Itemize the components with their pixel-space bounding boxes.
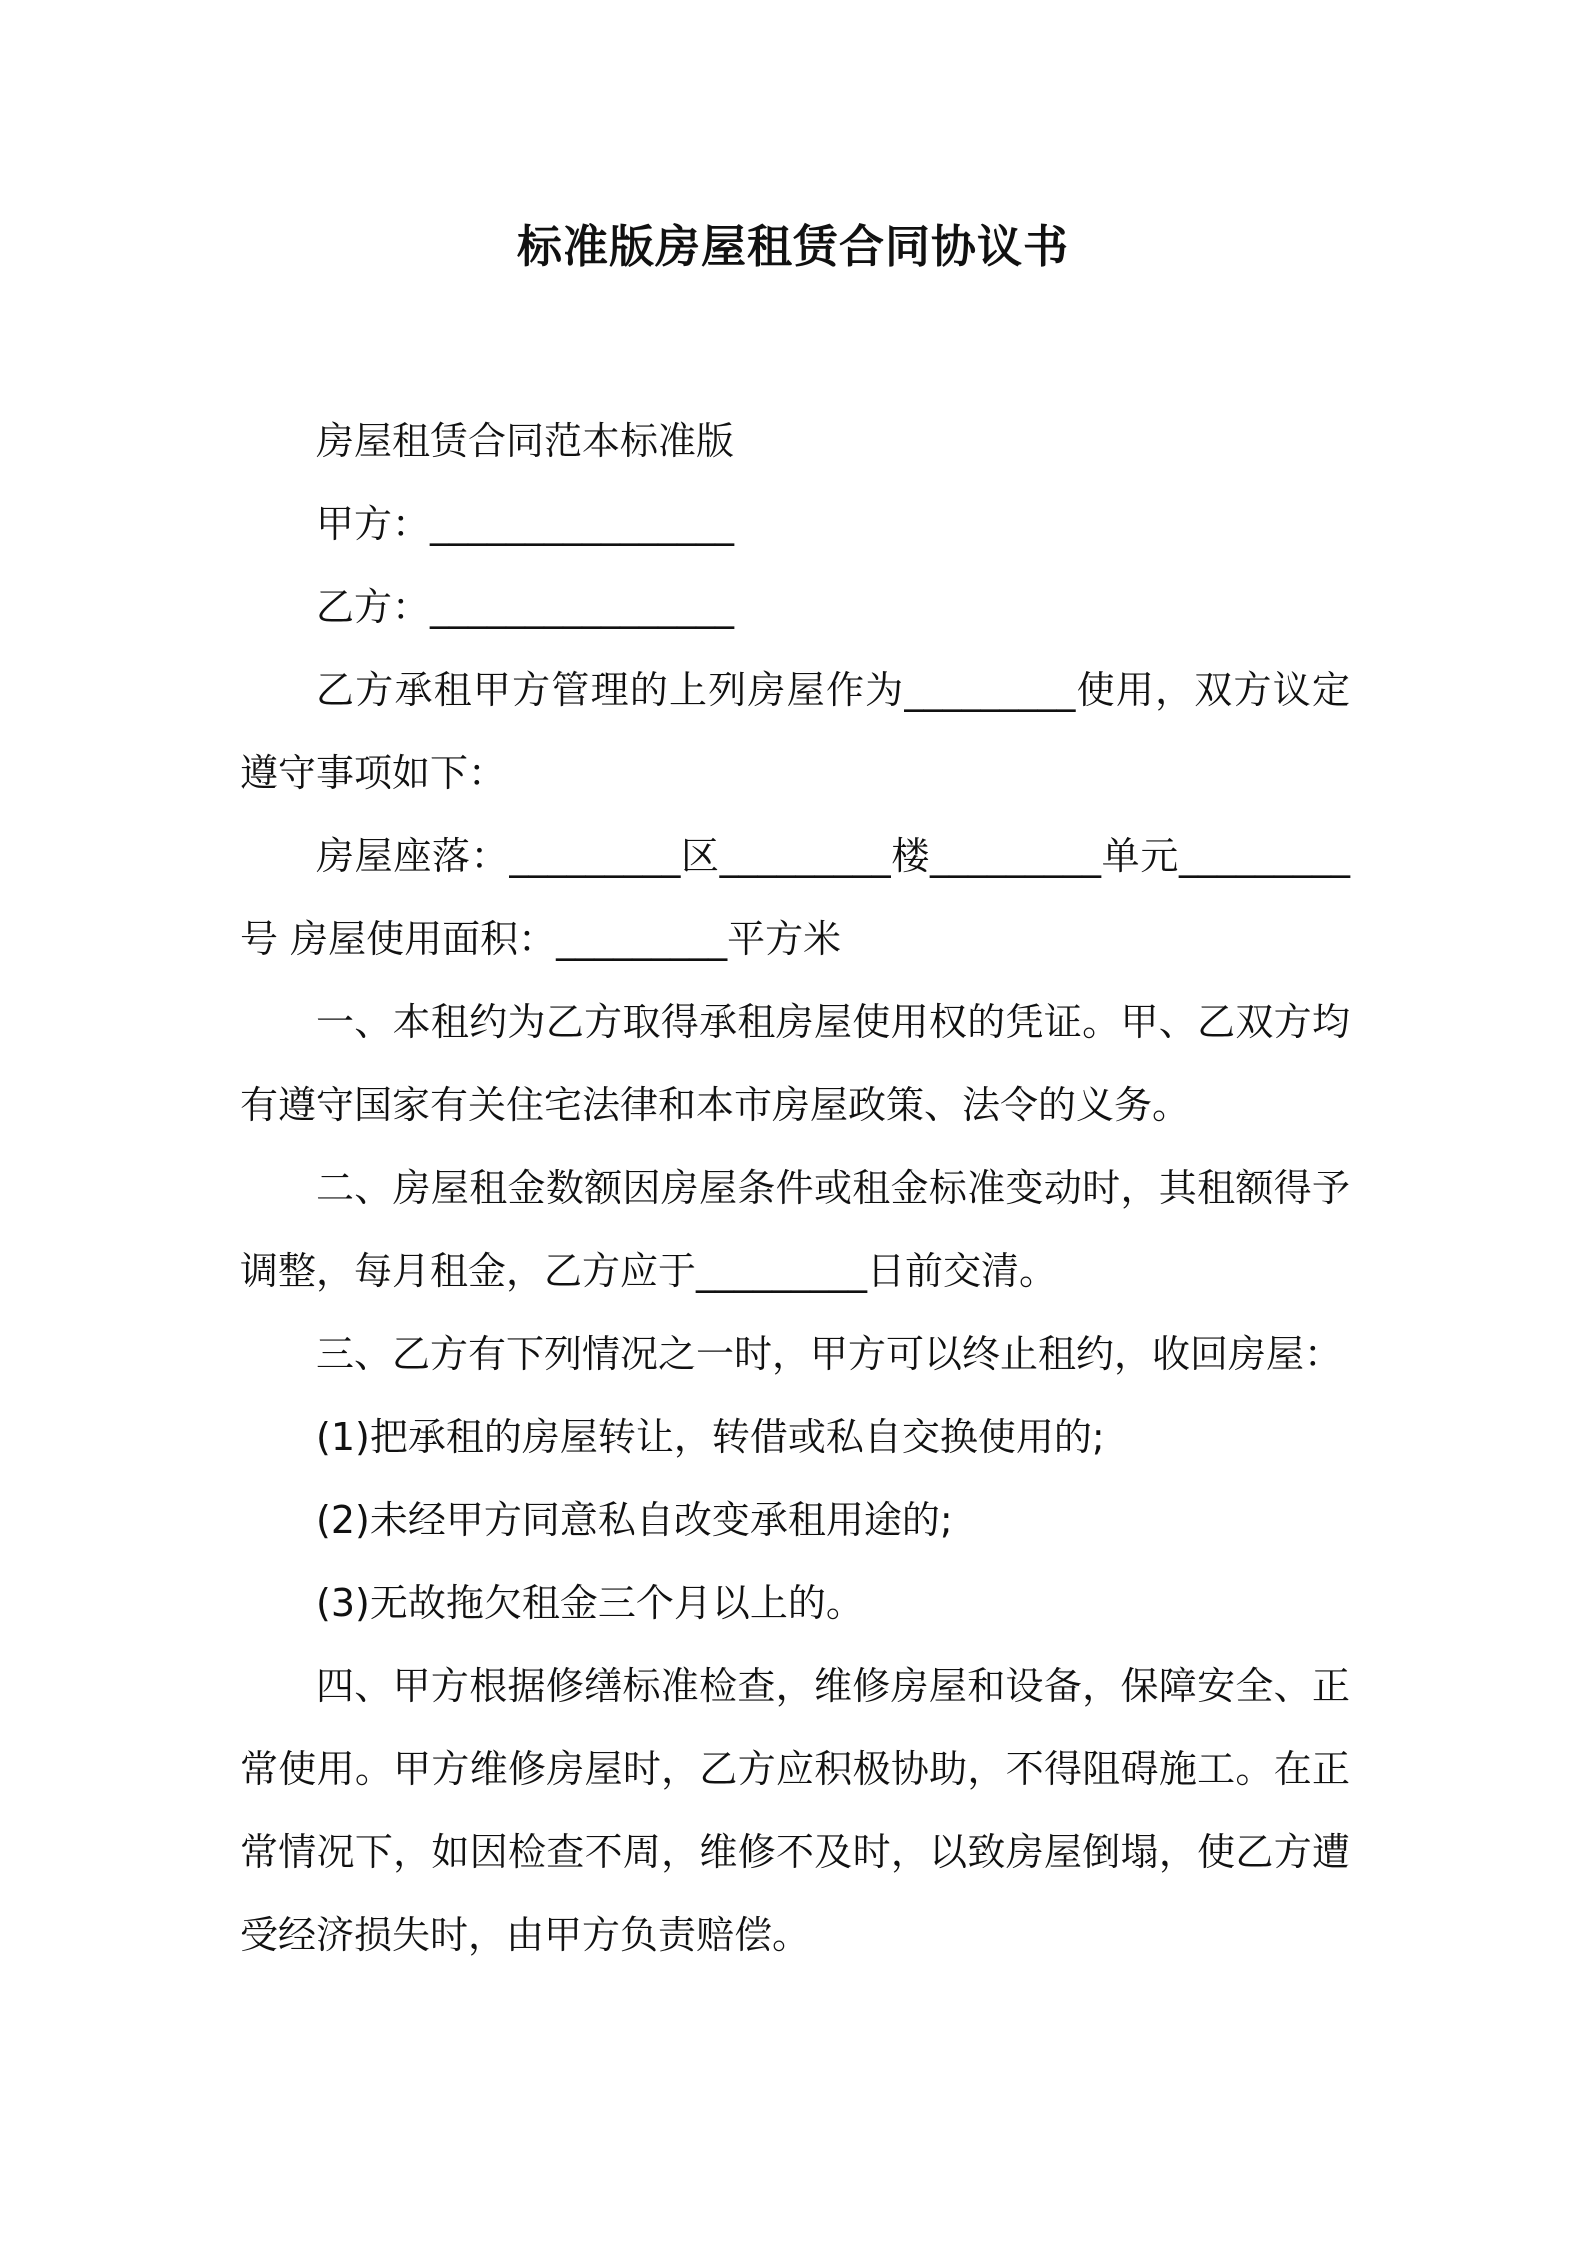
paragraph-clause-3-item-2: (2)未经甲方同意私自改变承租用途的;	[316, 1498, 953, 1542]
document-title: 标准版房屋租赁合同协议书	[516, 220, 1069, 273]
paragraph-clause-4: 四、甲方根据修缮标准检查，维修房屋和设备，保障安全、正常使用。甲方维修房屋时，乙方应积极协助，不得阻碍施工。在正常情况下，如因检查不周，维修不及时，以致房屋倒塌，使乙方遭受经济损失时，由甲方负责赔偿。	[240, 1664, 1350, 1957]
paragraph-clause-3-item-3: (3)无故拖欠租金三个月以上的。	[316, 1581, 864, 1625]
paragraph-location: 房屋座落：_________区_________楼_________单元_________号 房屋使用面积：_________平方米	[240, 834, 1350, 961]
document-body	[240, 400, 1350, 1977]
paragraph-subtitle: 房屋租赁合同范本标准版	[316, 419, 735, 463]
paragraph-clause-3-item-1: (1)把承租的房屋转让，转借或私自交换使用的;	[316, 1415, 1105, 1459]
paragraph-intro: 乙方承租甲方管理的上列房屋作为_________使用，双方议定遵守事项如下：	[240, 668, 1350, 795]
paragraph-clause-1: 一、本租约为乙方取得承租房屋使用权的凭证。甲、乙双方均有遵守国家有关住宅法律和本市房屋政策、法令的义务。	[240, 1000, 1350, 1127]
paragraph-clause-2: 二、房屋租金数额因房屋条件或租金标准变动时，其租额得予调整，每月租金，乙方应于_________日前交清。	[240, 1166, 1350, 1293]
paragraph-clause-3: 三、乙方有下列情况之一时，甲方可以终止租约，收回房屋：	[316, 1332, 1343, 1376]
paragraph-party-b: 乙方：________________	[316, 585, 735, 629]
paragraph-party-a: 甲方：________________	[316, 502, 735, 546]
